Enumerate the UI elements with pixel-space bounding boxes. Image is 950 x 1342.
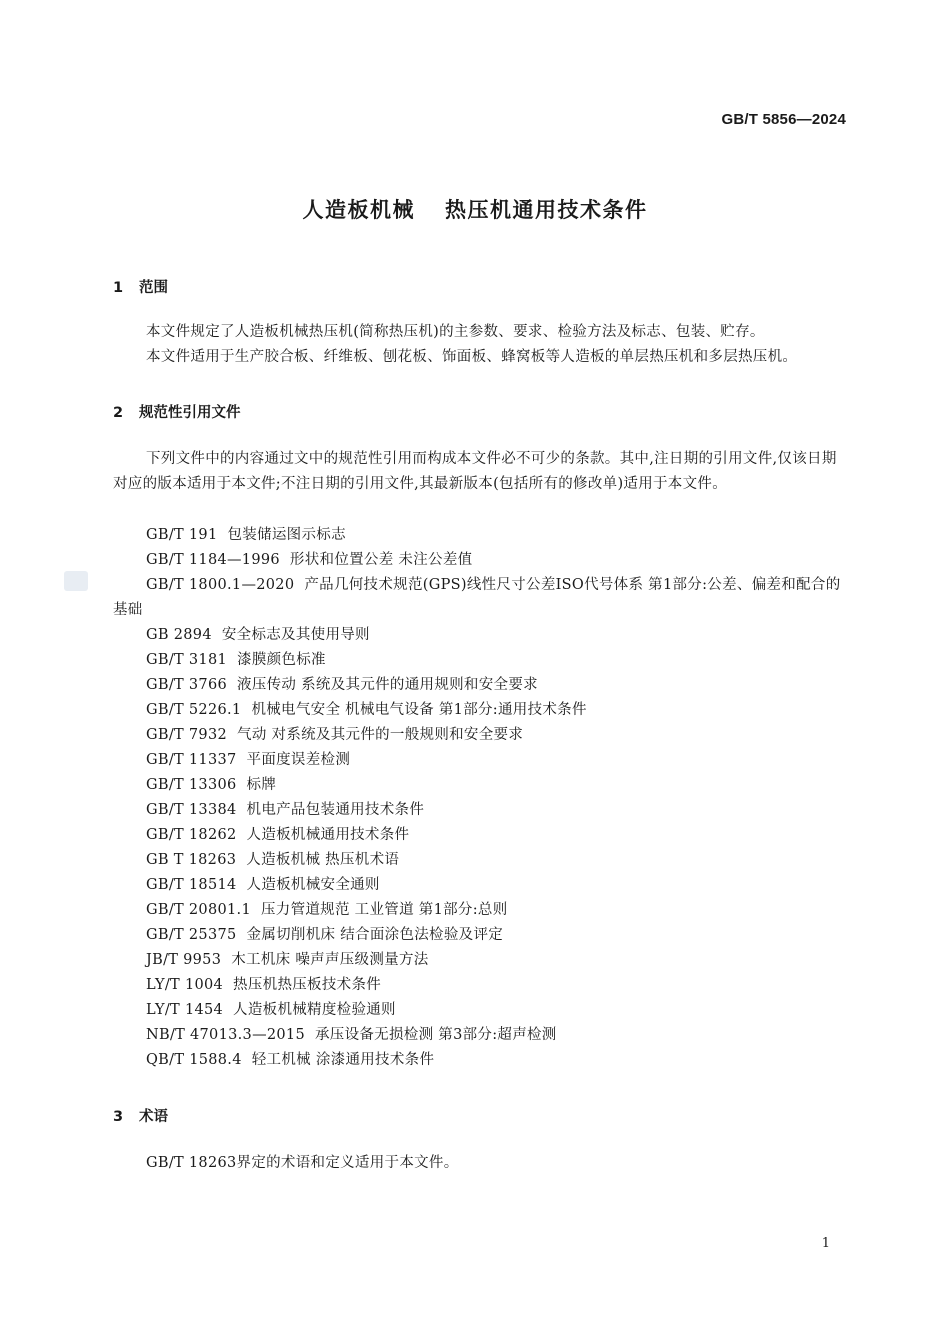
reference-code: GB/T 13306 — [146, 777, 237, 793]
reference-code: GB 2894 — [146, 627, 212, 643]
reference-code: GB/T 5226.1 — [146, 702, 242, 718]
section-heading-scope — [113, 276, 168, 297]
reference-code: GB/T 11337 — [146, 752, 237, 768]
reference-title: 人造板机械 热压机术语 — [246, 852, 400, 868]
reference-code: GB/T 18262 — [146, 827, 237, 843]
reference-item — [113, 573, 849, 623]
reference-code: LY/T 1004 — [146, 977, 224, 993]
section-title: 规范性引用文件 — [139, 405, 241, 421]
reference-item — [113, 923, 849, 948]
reference-code: GB/T 25375 — [146, 927, 237, 943]
section-title: 范围 — [139, 280, 168, 296]
reference-code: NB/T 47013.3—2015 — [146, 1027, 305, 1043]
side-watermark-icon — [64, 571, 88, 591]
reference-item — [113, 973, 849, 998]
reference-item — [113, 823, 849, 848]
reference-item — [113, 748, 849, 773]
reference-item — [113, 948, 849, 973]
standard-number: GB/T 5856—2024 — [721, 111, 846, 128]
reference-title: 产品几何技术规范(GPS)线性尺寸公差ISO代号体系 第1部分:公差、偏差和配合的基础 — [113, 577, 841, 618]
reference-code: GB/T 18514 — [146, 877, 237, 893]
section-number: 2 — [113, 405, 124, 421]
normative-intro: 下列文件中的内容通过文中的规范性引用而构成本文件必不可少的条款。其中,注日期的引用文件,仅该日期对应的版本适用于本文件;不注日期的引用文件,其最新版本(包括所有的修改单)适用于本文件。 — [113, 451, 837, 492]
reference-title: 热压机热压板技术条件 — [233, 977, 382, 993]
reference-item — [113, 723, 849, 748]
reference-item — [113, 548, 849, 573]
reference-item — [113, 523, 849, 548]
title-part-2: 热压机通用技术条件 — [445, 198, 648, 222]
scope-paragraph-2: 本文件适用于生产胶合板、纤维板、刨花板、饰面板、蜂窝板等人造板的单层热压机和多层热压机。 — [146, 349, 798, 365]
reference-title: 安全标志及其使用导则 — [221, 627, 370, 643]
reference-title: 压力管道规范 工业管道 第1部分:总则 — [260, 902, 508, 918]
reference-title: 金属切削机床 结合面涂色法检验及评定 — [246, 927, 504, 943]
section-number: 3 — [113, 1109, 124, 1125]
reference-item — [113, 698, 849, 723]
reference-title: 人造板机械通用技术条件 — [246, 827, 410, 843]
reference-code: GB/T 20801.1 — [146, 902, 251, 918]
terms-paragraph: GB/T 18263界定的术语和定义适用于本文件。 — [146, 1155, 459, 1171]
reference-code: GB/T 13384 — [146, 802, 237, 818]
scope-paragraph-1: 本文件规定了人造板机械热压机(简称热压机)的主参数、要求、检验方法及标志、包装、贮存。 — [146, 324, 765, 340]
reference-list — [113, 523, 849, 1073]
document-title — [0, 194, 950, 224]
page-number: 1 — [821, 1236, 830, 1251]
section-heading-terms — [113, 1105, 168, 1126]
title-part-1: 人造板机械 — [302, 198, 415, 222]
reference-title: 人造板机械精度检验通则 — [233, 1002, 396, 1018]
reference-item — [113, 648, 849, 673]
section-number: 1 — [113, 280, 124, 296]
reference-title: 木工机床 噪声声压级测量方法 — [231, 952, 429, 968]
reference-title: 人造板机械安全通则 — [246, 877, 380, 893]
reference-code: JB/T 9953 — [146, 952, 222, 968]
reference-item — [113, 798, 849, 823]
section-title: 术语 — [139, 1109, 168, 1125]
reference-code: GB/T 3766 — [146, 677, 228, 693]
reference-title: 形状和位置公差 未注公差值 — [289, 552, 473, 568]
reference-code: GB/T 1800.1—2020 — [146, 577, 295, 593]
reference-item — [113, 1048, 849, 1073]
reference-item — [113, 998, 849, 1023]
reference-code: QB/T 1588.4 — [146, 1052, 242, 1068]
reference-title: 气动 对系统及其元件的一般规则和安全要求 — [237, 727, 524, 743]
reference-item — [113, 1023, 849, 1048]
reference-title: 液压传动 系统及其元件的通用规则和安全要求 — [237, 677, 538, 693]
reference-item — [113, 623, 849, 648]
reference-title: 承压设备无损检测 第3部分:超声检测 — [314, 1027, 557, 1043]
reference-item — [113, 848, 849, 873]
reference-item — [113, 773, 849, 798]
reference-code: LY/T 1454 — [146, 1002, 224, 1018]
reference-title: 机械电气安全 机械电气设备 第1部分:通用技术条件 — [251, 702, 587, 718]
section-heading-normative — [113, 401, 241, 422]
reference-title: 漆膜颜色标准 — [237, 652, 326, 668]
reference-title: 机电产品包装通用技术条件 — [246, 802, 425, 818]
reference-code: GB T 18263 — [146, 852, 237, 868]
reference-title: 轻工机械 涂漆通用技术条件 — [251, 1052, 435, 1068]
reference-item — [113, 673, 849, 698]
reference-item — [113, 898, 849, 923]
reference-code: GB/T 7932 — [146, 727, 228, 743]
reference-code: GB/T 3181 — [146, 652, 228, 668]
reference-title: 包装储运图示标志 — [227, 527, 346, 543]
reference-title: 标牌 — [246, 777, 277, 793]
reference-code: GB/T 191 — [146, 527, 218, 543]
reference-item — [113, 873, 849, 898]
reference-code: GB/T 1184—1996 — [146, 552, 280, 568]
reference-title: 平面度误差检测 — [246, 752, 351, 768]
